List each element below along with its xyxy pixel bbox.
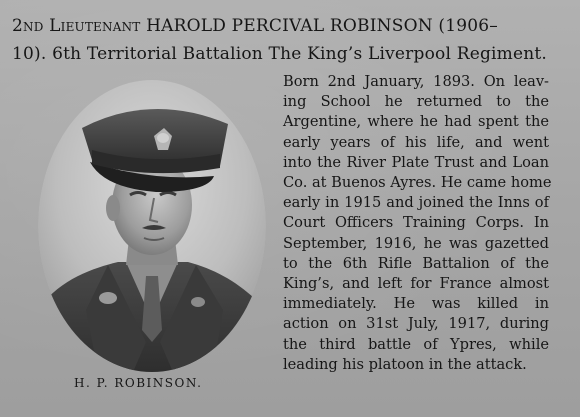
bio-line: early in 1915 and joined the Inns of <box>283 194 549 212</box>
bio-line: early years of his life, and went <box>283 133 549 151</box>
bio-line: into the River Plate Trust and Loan <box>283 153 549 171</box>
portrait-caption: H. P. ROBINSON. <box>74 376 203 390</box>
bio-line: September, 1916, he was gazetted <box>283 234 549 252</box>
heading-line-2: 10). 6th Territorial Battalion The King’s Liverpool Regiment. <box>12 44 548 64</box>
bio-line: action on 31st July, 1917, during <box>283 315 549 333</box>
bio-line: the third battle of Ypres, while <box>283 335 549 353</box>
full-name-and-years: HAROLD PERCIVAL ROBINSON (1906– <box>146 16 498 36</box>
bio-line: to the 6th Rifle Battalion of the <box>283 254 549 272</box>
bio-line: Argentine, where he had spent the <box>283 113 549 131</box>
heading-line-1 <box>12 12 572 40</box>
bio-line: King’s, and left for France almost <box>283 275 549 293</box>
biography-text <box>283 72 552 375</box>
entry-heading <box>12 12 572 68</box>
portrait-figure <box>38 80 266 372</box>
bio-line: ing School he returned to the <box>283 93 549 111</box>
bio-line: Co. at Buenos Ayres. He came home <box>283 174 552 192</box>
bio-line: leading his platoon in the attack. <box>283 355 527 373</box>
portrait-photo <box>38 80 266 372</box>
rank-label: 2nd Lieutenant <box>12 16 141 36</box>
bio-line: Born 2nd January, 1893. On leav- <box>283 73 549 90</box>
bio-line: immediately. He was killed in <box>283 295 549 313</box>
bio-line: Court Officers Training Corps. In <box>283 214 549 232</box>
